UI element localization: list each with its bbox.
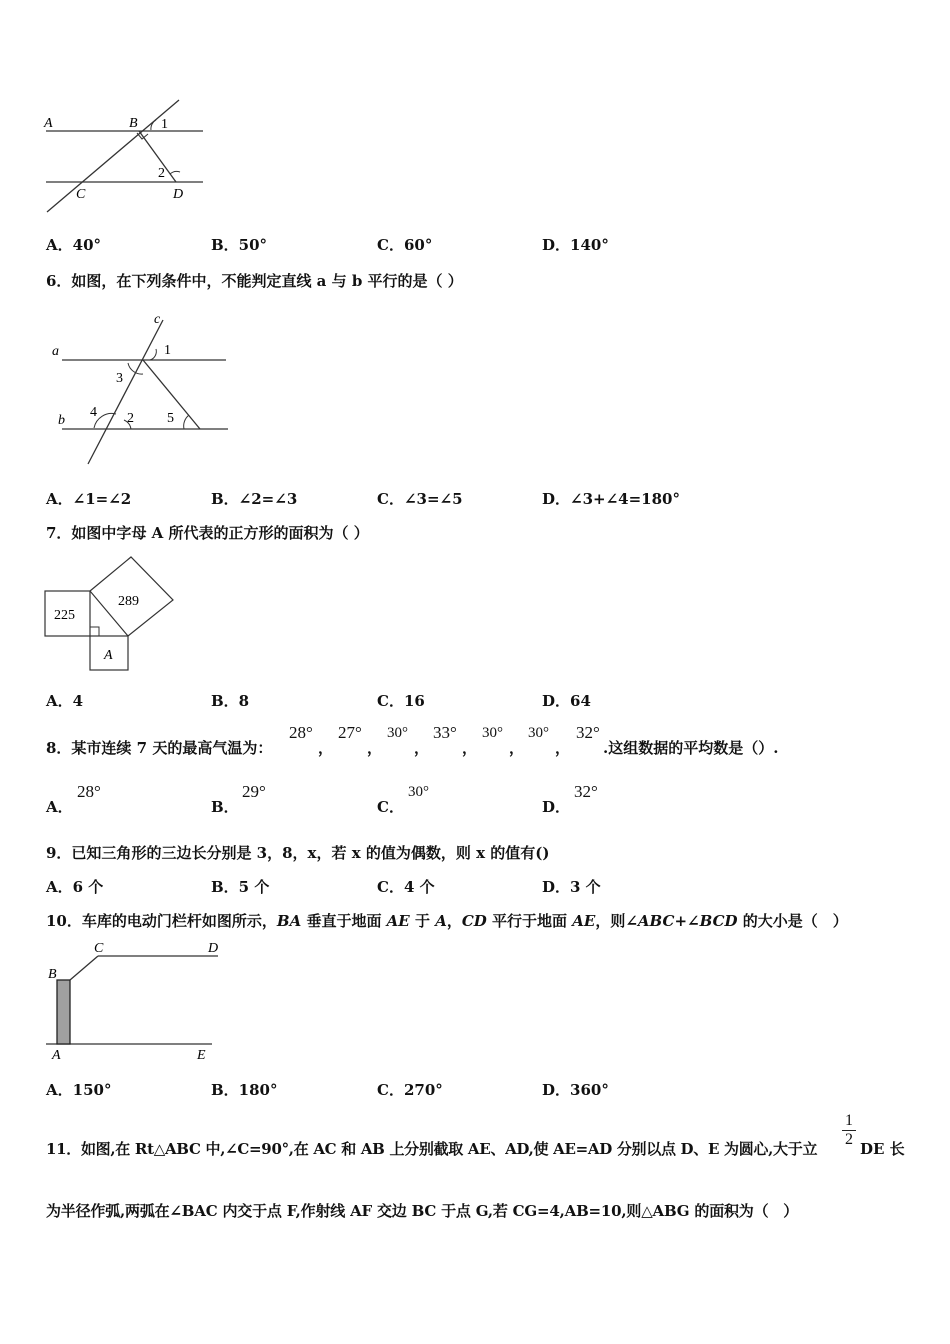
q6-option-a[interactable]: A．∠1=∠2 — [46, 490, 132, 508]
q6-label-b: b — [58, 413, 65, 428]
q10-label-D: D — [208, 941, 219, 956]
q6-label-c: c — [154, 312, 161, 327]
q6-label-1: 1 — [164, 343, 171, 358]
q9-stem: 9．已知三角形的三边长分别是 3，8，x，若 x 的值为偶数，则 x 的值有() — [46, 844, 550, 862]
q5-option-c[interactable]: C．60° — [377, 236, 433, 254]
q5-option-a[interactable]: A．40° — [46, 236, 102, 254]
q10-stem-k: ，则∠ — [595, 912, 638, 930]
q10-option-d[interactable]: D．360° — [542, 1081, 609, 1099]
q8-temp-7: 32° — [576, 723, 600, 742]
q8-option-c-value: 30° — [408, 784, 429, 800]
q6-label-4: 4 — [90, 405, 97, 420]
q7-label-A: A — [104, 648, 113, 663]
q10-stem-j: AE — [572, 912, 596, 930]
q9-option-c[interactable]: C．4 个 — [377, 878, 435, 896]
q10-stem-n: BCD — [699, 912, 738, 930]
q10-label-A: A — [52, 1048, 61, 1063]
q10-stem-g: ， — [446, 912, 462, 930]
q8-option-d[interactable]: D． — [542, 798, 571, 816]
q10-stem — [46, 910, 848, 931]
q5-label-B: B — [129, 116, 138, 131]
q8-temp-1: 28° — [289, 723, 313, 742]
q7-option-d[interactable]: D．64 — [542, 692, 591, 710]
q10-stem-o: 的大小是（ ） — [737, 912, 848, 930]
q5-label-1: 1 — [161, 117, 168, 132]
q5-option-d[interactable]: D．140° — [542, 236, 609, 254]
q10-option-c[interactable]: C．270° — [377, 1081, 443, 1099]
q8-temp-5: 30° — [482, 725, 503, 741]
q10-stem-c: 垂直于地面 — [301, 912, 387, 930]
q10-label-B: B — [48, 967, 57, 982]
q11-frac-den: 2 — [845, 1131, 853, 1148]
q5-figure — [40, 96, 210, 216]
q8-sep-4: ， — [462, 739, 478, 757]
q8-option-a[interactable]: A． — [46, 798, 73, 816]
q8-sep-1: ， — [318, 739, 334, 757]
q8-temp-3: 30° — [387, 725, 408, 741]
q5-label-A: A — [44, 116, 53, 131]
q10-stem-a: 10．车库的电动门栏杆如图所示， — [46, 912, 277, 930]
q5-label-D: D — [173, 187, 184, 202]
q10-stem-f: A — [435, 912, 447, 930]
q8-option-b-value: 29° — [242, 782, 266, 801]
q7-label-225: 225 — [54, 608, 75, 623]
q10-figure — [40, 938, 220, 1064]
q8-sep-3: ， — [414, 739, 430, 757]
q10-stem-h: CD — [461, 912, 487, 930]
q7-option-c[interactable]: C．16 — [377, 692, 425, 710]
q10-stem-i: 平行于地面 — [486, 912, 573, 930]
q6-figure — [46, 308, 236, 468]
q8-temp-4: 33° — [433, 723, 457, 742]
q8-sep-6: ， — [555, 739, 571, 757]
q11-frac-num: 1 — [842, 1112, 856, 1131]
q5-option-b[interactable]: B．50° — [211, 236, 268, 254]
q10-option-b[interactable]: B．180° — [211, 1081, 278, 1099]
q6-option-c[interactable]: C．∠3=∠5 — [377, 490, 463, 508]
q7-stem: 7．如图中字母 A 所代表的正方形的面积为（ ） — [46, 524, 369, 542]
q7-label-289: 289 — [118, 594, 139, 609]
q8-stem-pre: 8．某市连续 7 天的最高气温为： — [46, 739, 273, 757]
q7-option-a[interactable]: A．4 — [46, 692, 84, 710]
q6-label-a: a — [52, 344, 59, 359]
q11-line1-post: DE 长 — [860, 1140, 905, 1158]
q8-sep-2: ， — [367, 739, 383, 757]
q9-option-d[interactable]: D．3 个 — [542, 878, 601, 896]
q8-option-c[interactable]: C． — [377, 798, 404, 816]
q9-option-b[interactable]: B．5 个 — [211, 878, 270, 896]
q8-option-a-value: 28° — [77, 782, 101, 801]
q7-option-b[interactable]: B．8 — [211, 692, 250, 710]
q8-option-b[interactable]: B． — [211, 798, 239, 816]
q11-fraction — [842, 1112, 856, 1149]
q6-label-5: 5 — [167, 411, 174, 426]
q10-stem-b: BA — [276, 912, 302, 930]
q10-stem-e: 于 — [409, 912, 436, 930]
q10-stem-m: +∠ — [674, 912, 700, 930]
q6-stem: 6．如图，在下列条件中，不能判定直线 a 与 b 平行的是（ ） — [46, 272, 463, 290]
q7-figure — [40, 552, 180, 676]
q9-option-a[interactable]: A．6 个 — [46, 878, 104, 896]
q11-line1: 11．如图,在 Rt△ABC 中,∠C=90°,在 AC 和 AB 上分别截取 AE、AD,使 AE=AD 分别以点 D、E 为圆心,大于立 — [46, 1140, 818, 1158]
q8-stem-post: .这组数据的平均数是（）. — [603, 739, 779, 757]
q10-label-E: E — [197, 1048, 206, 1063]
q10-stem-l: ABC — [637, 912, 675, 930]
q5-label-2: 2 — [158, 166, 165, 181]
q11-line2: 为半径作弧,两弧在∠BAC 内交于点 F,作射线 AF 交边 BC 于点 G,若 CG=4,AB=10,则△ABG 的面积为（ ） — [46, 1202, 798, 1220]
q10-stem-d: AE — [386, 912, 410, 930]
q6-option-d[interactable]: D．∠3+∠4=180° — [542, 490, 680, 508]
q8-option-d-value: 32° — [574, 782, 598, 801]
q8-temp-6: 30° — [528, 725, 549, 741]
q10-option-a[interactable]: A．150° — [46, 1081, 112, 1099]
q5-label-C: C — [76, 187, 86, 202]
q8-sep-5: ， — [509, 739, 525, 757]
q8-temp-2: 27° — [338, 723, 362, 742]
q10-label-C: C — [94, 941, 104, 956]
q6-label-2: 2 — [127, 411, 134, 426]
q6-option-b[interactable]: B．∠2=∠3 — [211, 490, 298, 508]
q6-label-3: 3 — [116, 371, 123, 386]
